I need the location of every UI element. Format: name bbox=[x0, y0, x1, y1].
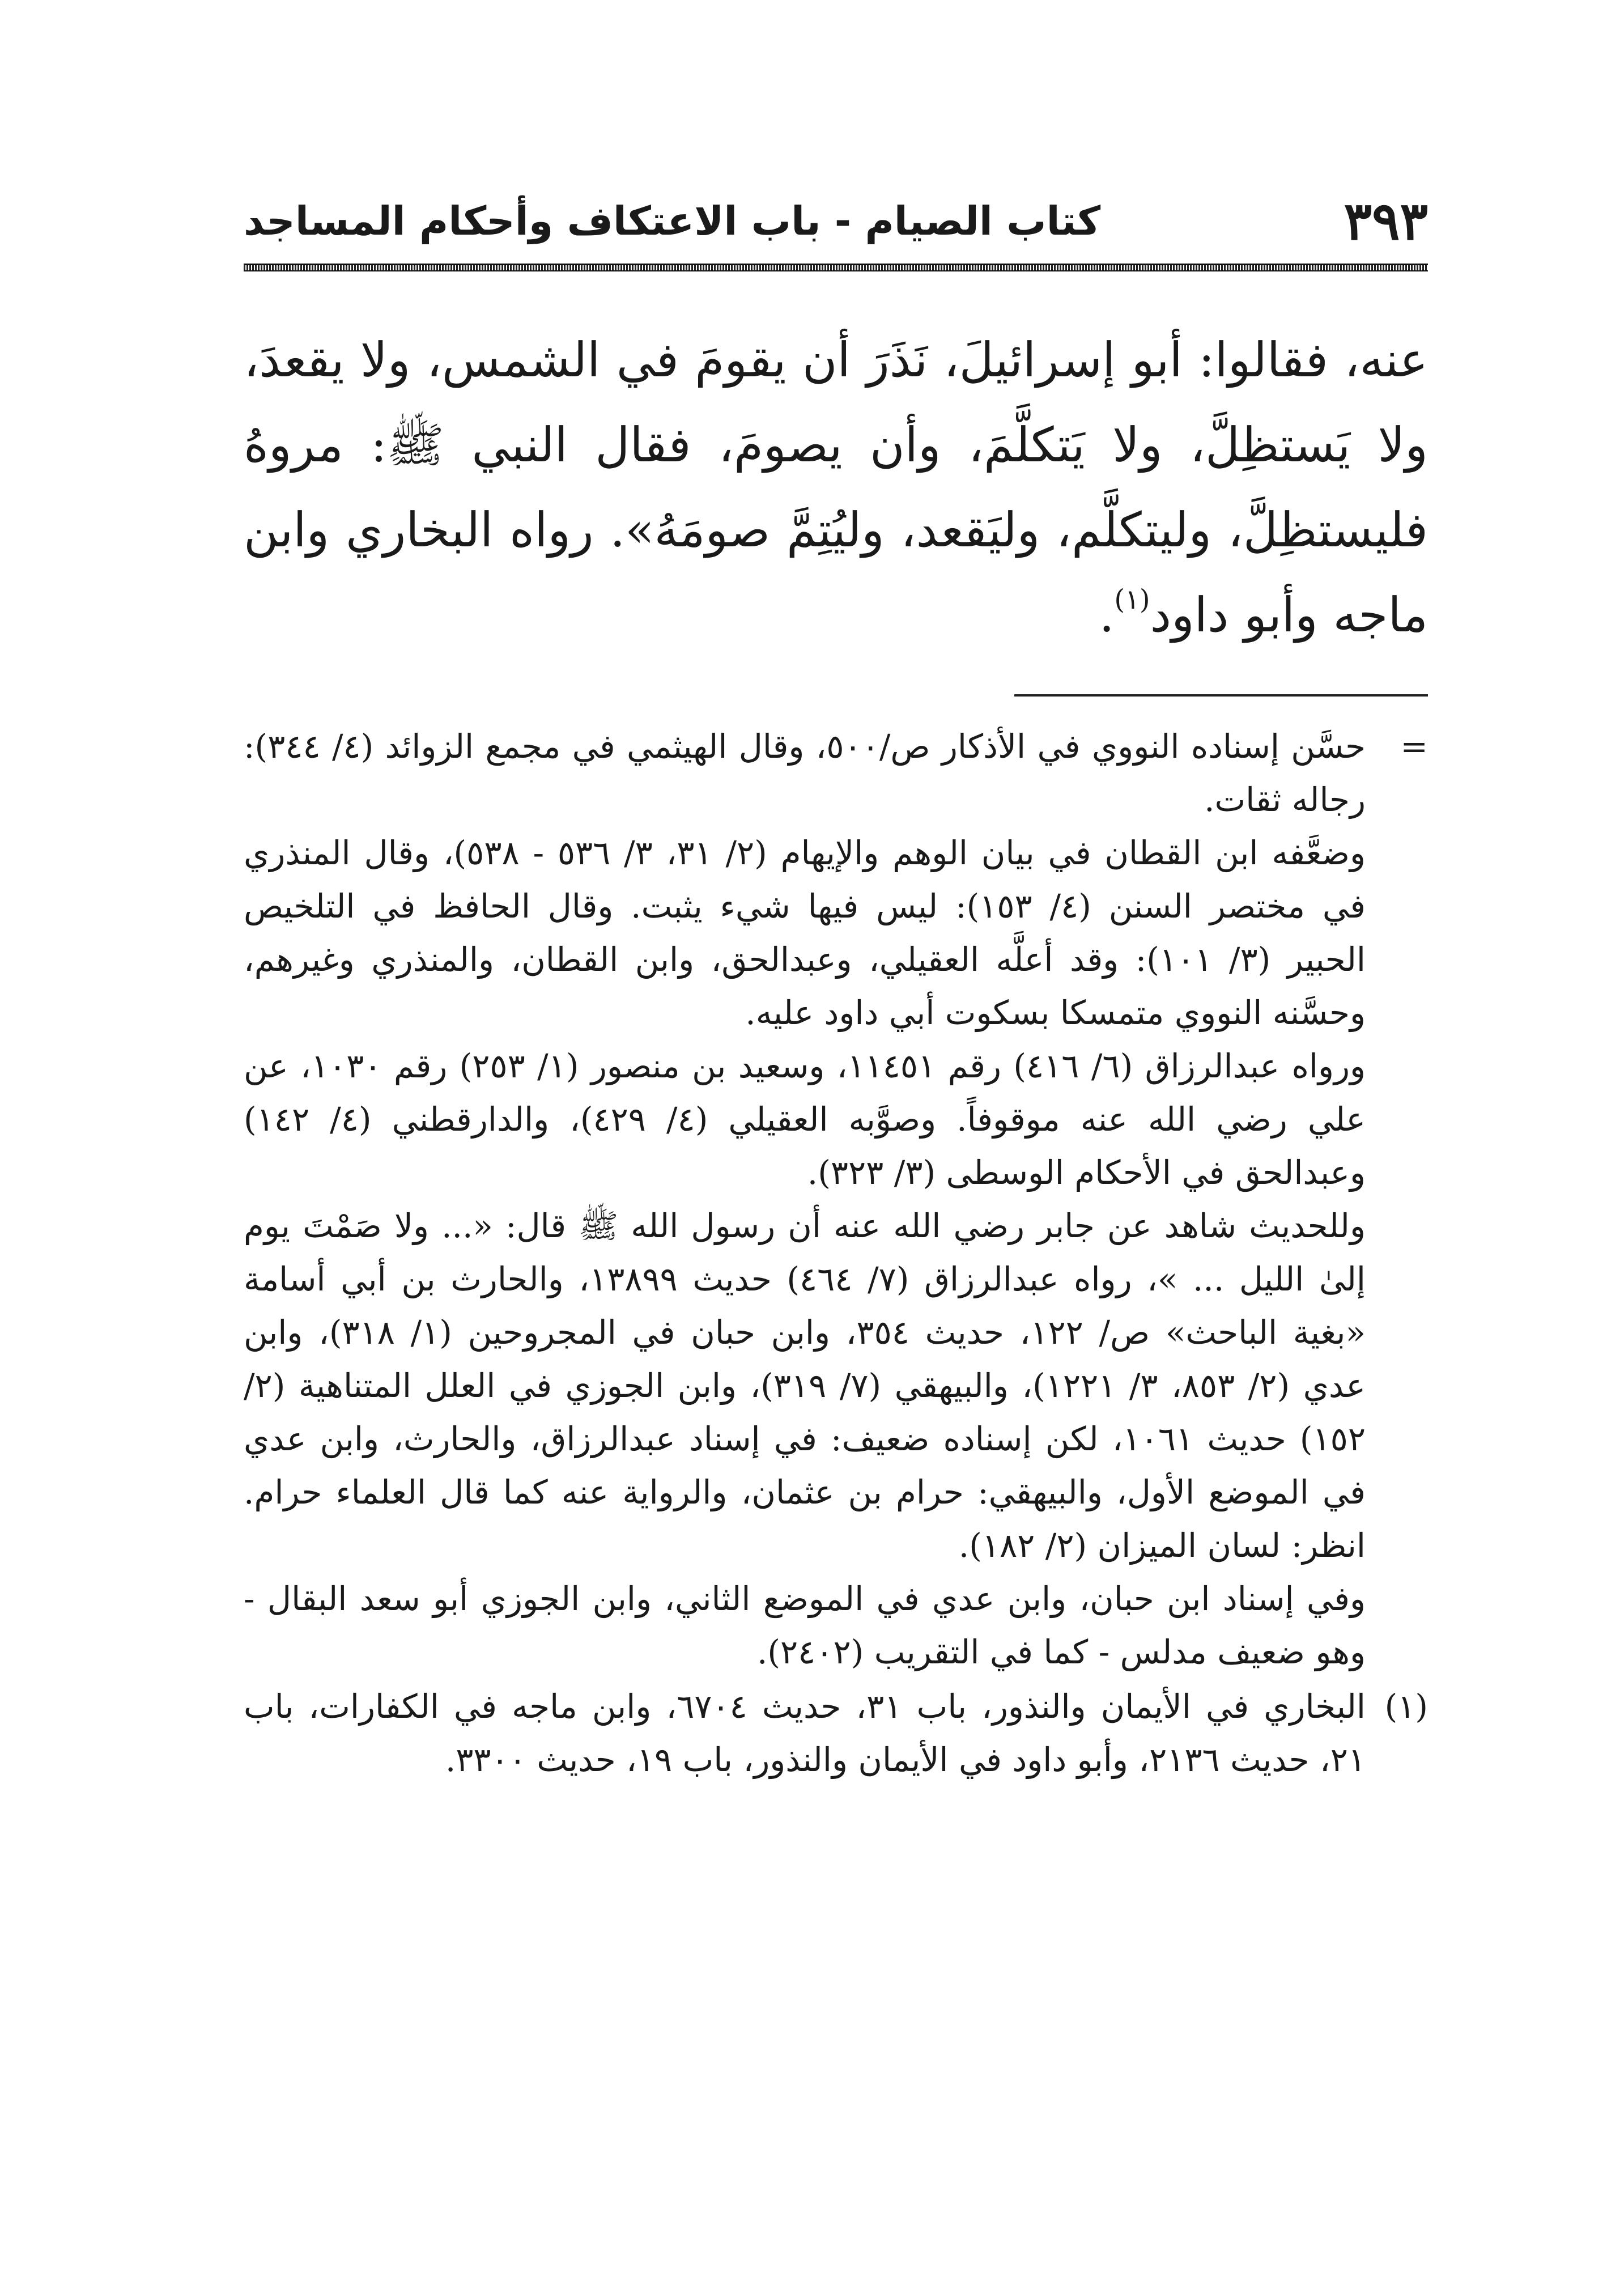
footnote-paragraph: ورواه عبدالرزاق (٦/ ٤١٦) رقم ١١٤٥١، وسعيد بن منصور (١/ ٢٥٣) رقم ١٠٣٠، عن علي رضي الله عنه موقوفاً. وصوَّبه العقيلي (٤/ ٤٢٩)، والدارقطني (٤/ ١٤٢) وعبدالحق في الأحكام الوسطى (٣/ ٣٢٣). bbox=[244, 1047, 1366, 1192]
page-header bbox=[244, 187, 1428, 255]
footnote-1 bbox=[244, 1680, 1428, 1786]
footnote-paragraph: وضعَّفه ابن القطان في بيان الوهم والإيهام (٢/ ٣١، ٣/ ٥٣٦ - ٥٣٨)، وقال المنذري في مختصر السنن (٤/ ١٥٣): ليس فيها شيء يثبت. وقال الحافظ في التلخيص الحبير (٣/ ١٠١): وقد أعلَّه العقيلي، وعبدالحق، وابن القطان، والمنذري وغيرهم، وحسَّنه النووي متمسكا بسكوت أبي داود عليه. bbox=[244, 834, 1366, 1032]
footnote-1-marker: (١) bbox=[1384, 1687, 1428, 1726]
header-divider bbox=[244, 264, 1428, 271]
footnote-reference: (١) bbox=[1114, 584, 1150, 615]
footnote-paragraph: وللحديث شاهد عن جابر رضي الله عنه أن رسول الله ﷺ قال: «... ولا صَمْتَ يوم إلىٰ الليل ... »، رواه عبدالرزاق (٧/ ٤٦٤) حديث ١٣٨٩٩، والحارث بن أبي أسامة «بغية الباحث» ص/ ١٢٢، حديث ٣٥٤، وابن حبان في المجروحين (١/ ٣١٨)، وابن عدي (٢/ ٨٥٣، ٣/ ١٢٢١)، والبيهقي (٧/ ٣١٩)، وابن الجوزي في العلل المتناهية (٢/ ١٥٢) حديث ١٠٦١، لكن إسناده ضعيف: في إسناد عبدالرزاق، والحارث، وابن عدي في الموضع الأول، والبيهقي: حرام بن عثمان، والرواية عنه كما قال العلماء حرام. انظر: لسان الميزان (٢/ ١٨٢). bbox=[244, 1207, 1366, 1565]
continuation-marker: = bbox=[1400, 727, 1428, 766]
footnote-paragraph: وفي إسناد ابن حبان، وابن عدي في الموضع الثاني، وابن الجوزي أبو سعد البقال - وهو ضعيف مدلس - كما في التقريب (٢٤٠٢). bbox=[244, 1579, 1366, 1671]
main-paragraph bbox=[244, 317, 1428, 657]
main-paragraph-text: عنه، فقالوا: أبو إسرائيلَ، نَذَرَ أن يقومَ في الشمس، ولا يقعدَ، ولا يَستظِلَّ، ولا يَتكلَّمَ، وأن يصومَ، فقال النبي ﷺ: مروهُ فليستظِلَّ، وليتكلَّم، وليَقعد، وليُتِمَّ صومَهُ». رواه البخاري وابن ماجه وأبو داود bbox=[244, 332, 1428, 643]
footnote-paragraph: حسَّن إسناده النووي في الأذكار ص/٥٠٠، وقال الهيثمي في مجمع الزوائد (٤/ ٣٤٤): رجاله ثقات. bbox=[244, 727, 1366, 819]
footnotes-section bbox=[244, 720, 1428, 1786]
main-text bbox=[244, 317, 1428, 657]
page-number: ٣٩٣ bbox=[1344, 190, 1428, 252]
footnote-1-text: البخاري في الأيمان والنذور، باب ٣١، حديث ٦٧٠٤، وابن ماجه في الكفارات، باب ٢١، حديث ٢١٣٦، وأبو داود في الأيمان والنذور، باب ١٩، حديث ٣٣٠٠. bbox=[244, 1687, 1366, 1779]
footnote-divider bbox=[1014, 694, 1428, 697]
running-title: كتاب الصيام - باب الاعتكاف وأحكام المساجد bbox=[244, 198, 1101, 244]
main-paragraph-end: . bbox=[1099, 587, 1115, 643]
footnote-continuation bbox=[244, 720, 1428, 1679]
